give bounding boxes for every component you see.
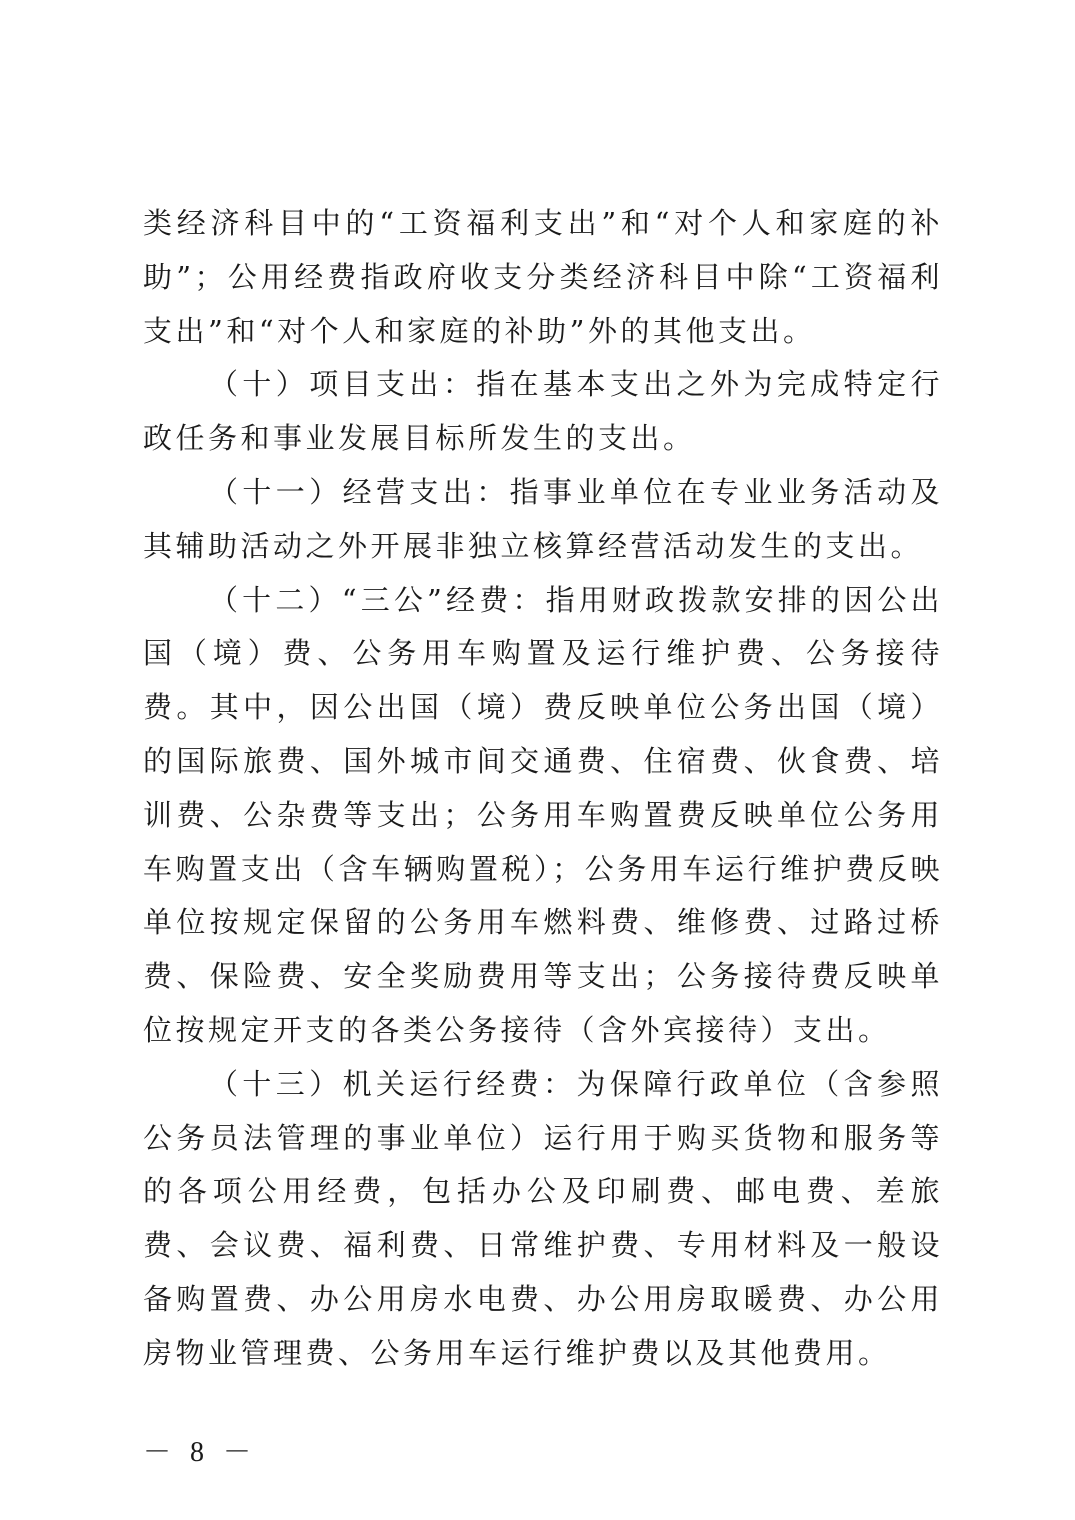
paragraph-operating-expenditure: （十一）经营支出：指事业单位在专业业务活动及其辅助活动之外开展非独立核算经营活动发生的支出。 bbox=[143, 474, 943, 563]
paragraph-three-public-expenses: （十二）“三公”经费：指用财政拨款安排的因公出国（境）费、公务用车购置及运行维护费、公务接待费。其中，因公出国（境）费反映单位公务出国（境）的国际旅费、国外城市间交通费、住宿费、伙食费、培训费、公杂费等支出；公务用车购置费反映单位公务用车购置支出（含车辆购置税）；公务用车运行维护费反映单位按规定保留的公务用车燃料费、维修费、过路过桥费、保险费、安全奖励费用等支出；公务接待费反映单位按规定开支的各类公务接待（含外宾接待）支出。 bbox=[143, 582, 943, 1047]
page-number: － 8 － bbox=[143, 1437, 258, 1468]
document-body bbox=[143, 197, 943, 1381]
paragraph-agency-operating-expenses: （十三）机关运行经费：为保障行政单位（含参照公务员法管理的事业单位）运行用于购买货物和服务等的各项公用经费，包括办公及印刷费、邮电费、差旅费、会议费、福利费、日常维护费、专用材料及一般设备购置费、办公用房水电费、办公用房取暖费、办公用房物业管理费、公务用车运行维护费以及其他费用。 bbox=[143, 1066, 943, 1370]
paragraph-continuation: 类经济科目中的“工资福利支出”和“对个人和家庭的补助”；公用经费指政府收支分类经济科目中除“工资福利支出”和“对个人和家庭的补助”外的其他支出。 bbox=[143, 206, 943, 348]
paragraph-project-expenditure: （十）项目支出：指在基本支出之外为完成特定行政任务和事业发展目标所发生的支出。 bbox=[143, 367, 943, 456]
